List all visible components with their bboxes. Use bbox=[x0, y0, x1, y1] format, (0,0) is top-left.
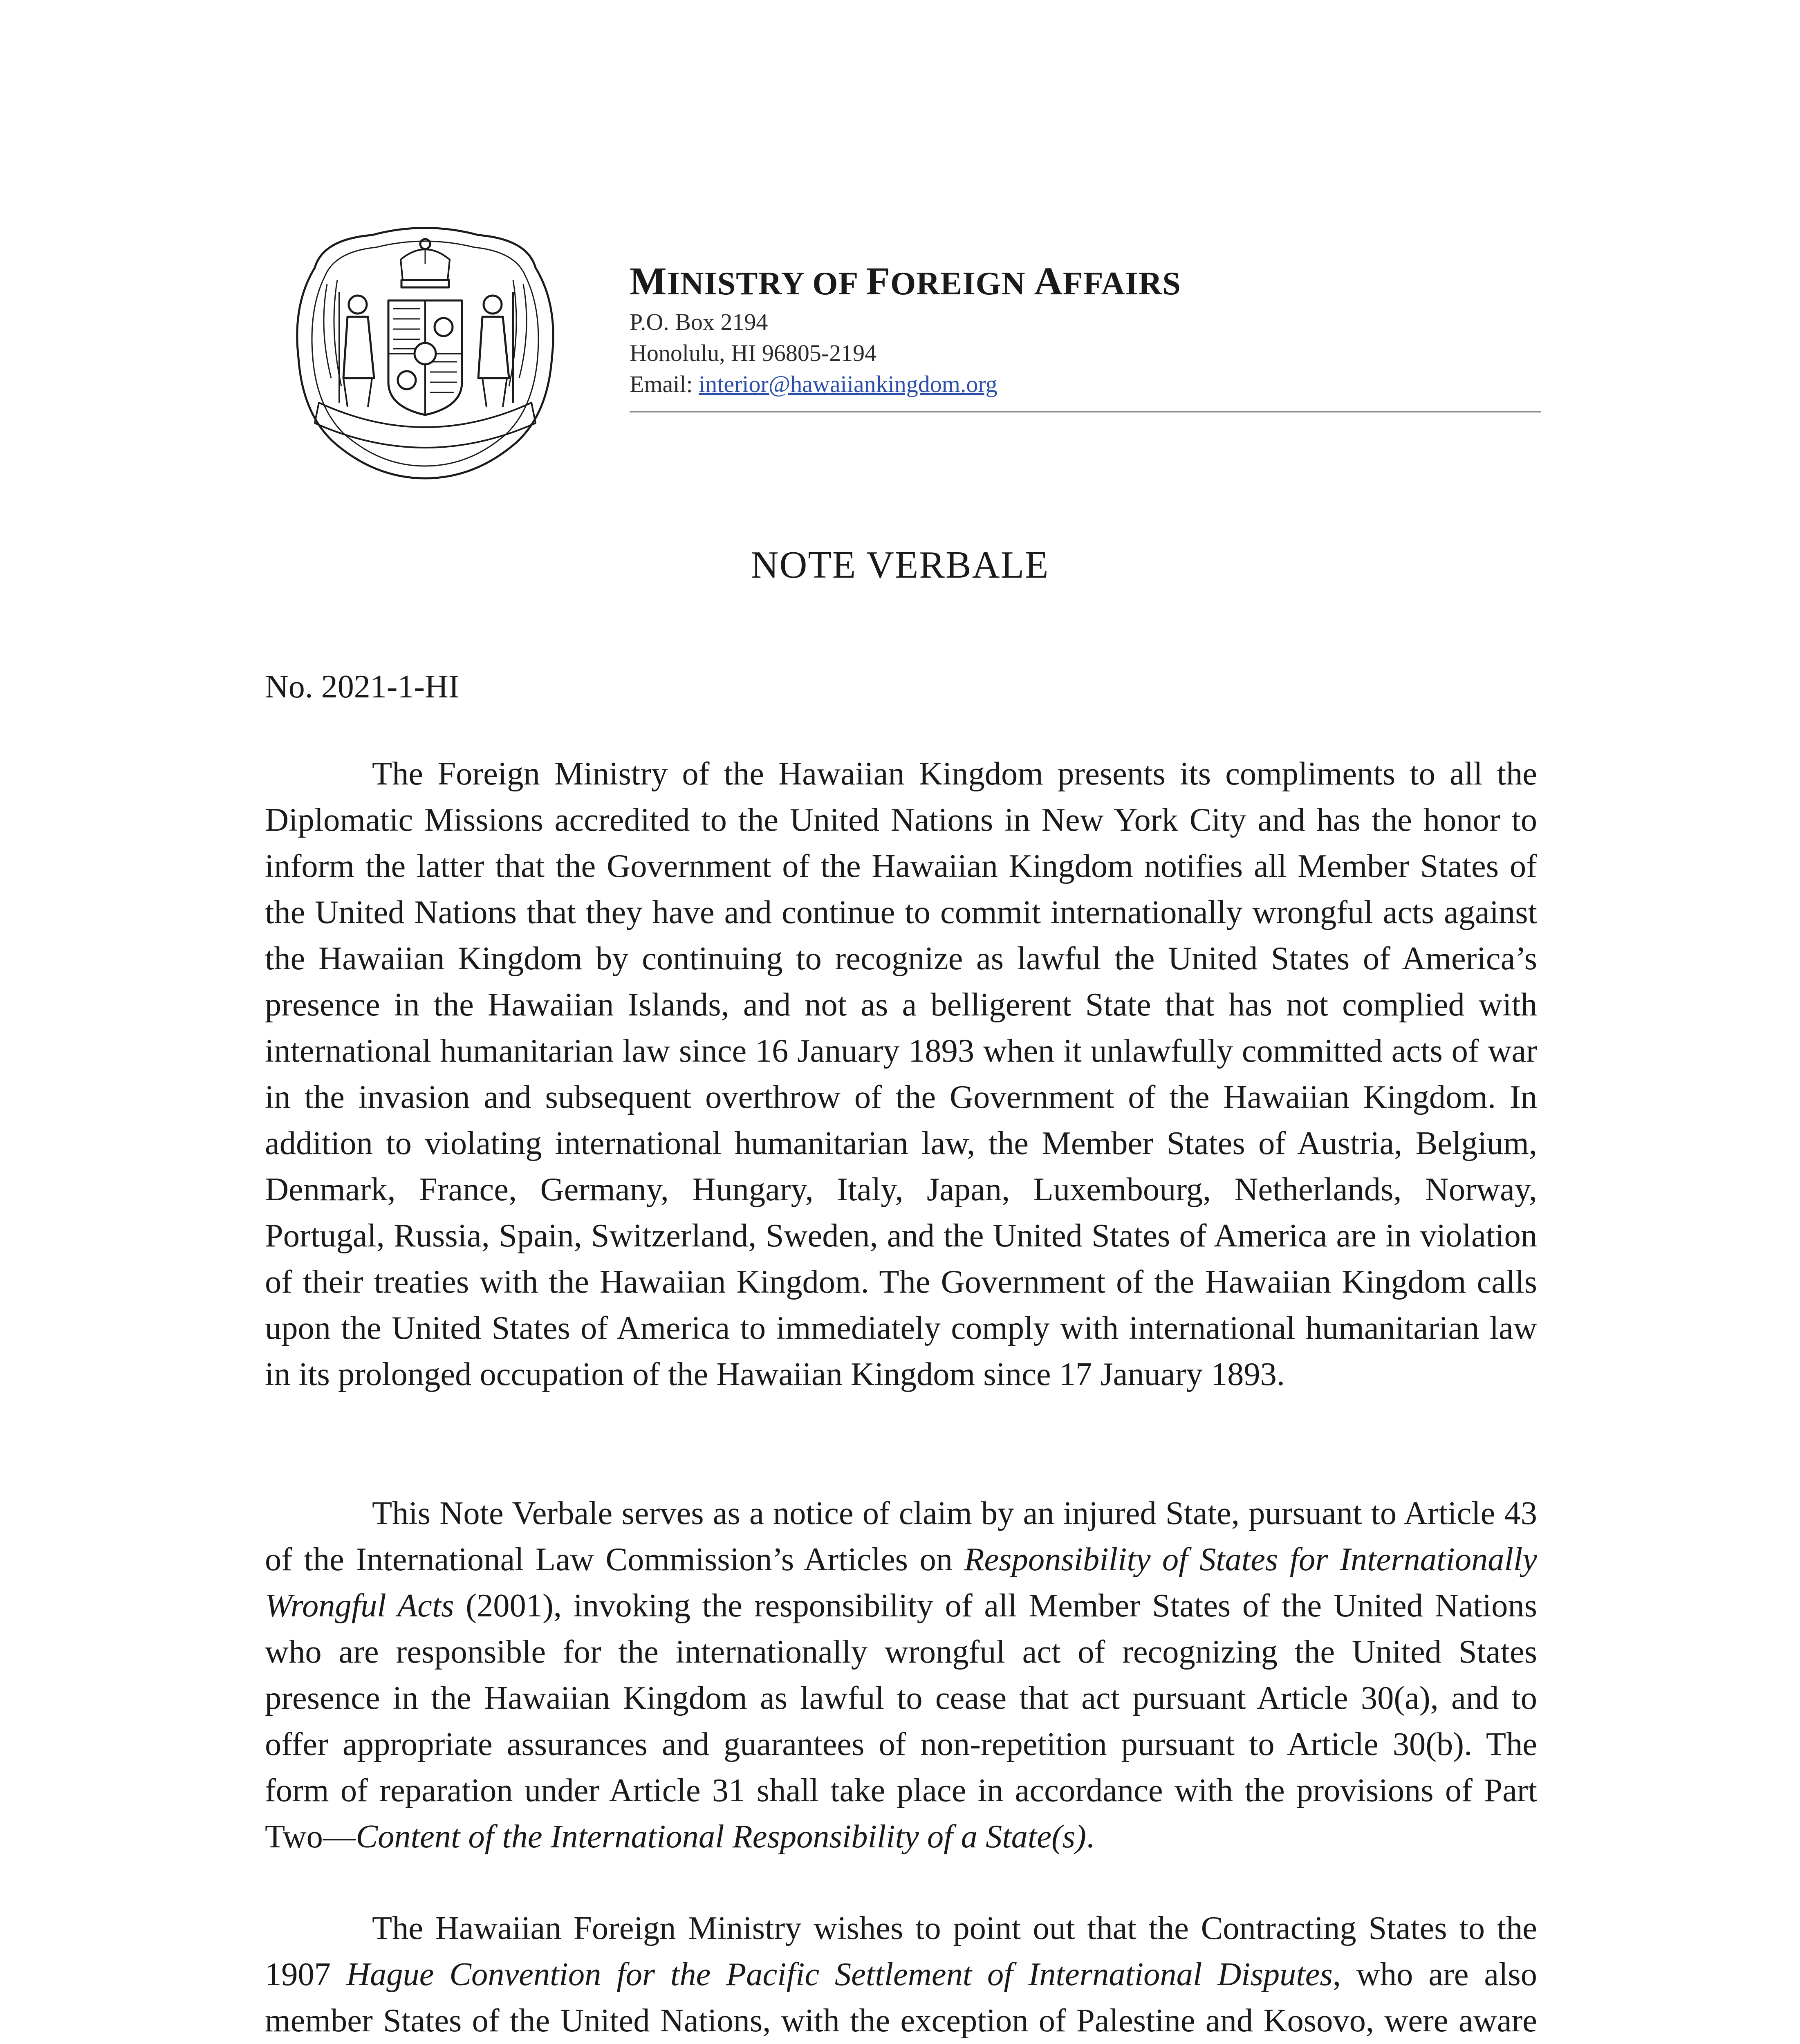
paragraph-3-italic-convention: Hague Convention for the Pacific Settlement of International Disputes bbox=[346, 1956, 1333, 1992]
ministry-rest-2: OREIGN bbox=[890, 266, 1034, 302]
document-title: NOTE VERBALE bbox=[751, 544, 1049, 586]
ministry-rest-3: FFAIRS bbox=[1063, 266, 1181, 302]
email-link[interactable]: interior@hawaiiankingdom.org bbox=[699, 371, 998, 397]
ministry-name bbox=[630, 259, 1541, 303]
city-address: Honolulu, HI 96805-2194 bbox=[630, 340, 877, 366]
coat-of-arms-icon bbox=[286, 223, 564, 482]
paragraph-2-text-a: This Note Verbale serves as a notice of claim by an injured State, pursuant to Article 43 of the International Law Commission’s Articles on bbox=[265, 1495, 1537, 1578]
paragraph-2-text-e: . bbox=[1086, 1818, 1095, 1855]
po-box: P.O. Box 2194 bbox=[630, 309, 768, 335]
ministry-rest-1: INISTRY OF bbox=[667, 266, 866, 302]
email-line bbox=[630, 369, 1541, 400]
note-number: No. 2021-1-HI bbox=[265, 669, 460, 705]
paragraph-3-text-c: , who are also member States of the United Nations, with the exception of Palestine and Kosovo, were aware bbox=[265, 1956, 1538, 2039]
email-label: Email: bbox=[630, 371, 699, 397]
paragraph-2-italic-part-two: Content of the International Responsibility of a State(s) bbox=[356, 1818, 1086, 1855]
letterhead bbox=[630, 259, 1541, 412]
ministry-cap-m: M bbox=[630, 259, 667, 303]
paragraph-3-text-a: The Hawaiian Foreign Ministry wishes to point out that the Contracting States to the 1907 bbox=[265, 1910, 1537, 1992]
header-divider bbox=[630, 411, 1541, 412]
paragraph-2-text-c: (2001), invoking the responsibility of all Member States of the United Nations who are responsible for the internationally wrongful act of recognizing the United States presence in the Hawaiian Kingdom as lawful to cease that act pursuant Article 30(a), and to offer appropriate assurances and guarantees of non-repetition pursuant to Article 30(b). The form of reparation under Article 31 shall take place in accordance with the provisions of Part Two— bbox=[265, 1587, 1537, 1855]
ministry-cap-f: F bbox=[866, 259, 891, 303]
paragraph-2 bbox=[265, 1490, 1537, 1860]
ministry-cap-a: A bbox=[1034, 259, 1063, 303]
paragraph-1: The Foreign Ministry of the Hawaiian Kingdom presents its compliments to all the Diplomatic Missions accredited to the United Nations in New York City and has the honor to inform the latter that the Government of the Hawaiian Kingdom notifies all Member States of the United Nations that they have and continue to commit internationally wrongful acts against the Hawaiian Kingdom by continuing to recognize as lawful the United States of America’s presence in the Hawaiian Islands, and not as a belligerent State that has not complied with international humanitarian law since 16 January 1893 when it unlawfully committed acts of war in the invasion and subsequent overthrow of the Government of the Hawaiian Kingdom. In addition to violating international humanitarian law, the Member States of Austria, Belgium, Denmark, France, Germany, Hungary, Italy, Japan, Luxembourg, Netherlands, Norway, Portugal, Russia, Spain, Switzerland, Sweden, and the United States of America are in violation of their treaties with the Hawaiian Kingdom. The Government of the Hawaiian Kingdom calls upon the United States of America to immediately comply with international humanitarian law in its prolonged occupation of the Hawaiian Kingdom since 17 January 1893. bbox=[265, 755, 1537, 1392]
paragraph-3 bbox=[265, 1905, 1537, 2044]
paragraph-2-italic-title: Responsibility of States for Internationally Wrongful Acts bbox=[265, 1541, 1537, 1624]
